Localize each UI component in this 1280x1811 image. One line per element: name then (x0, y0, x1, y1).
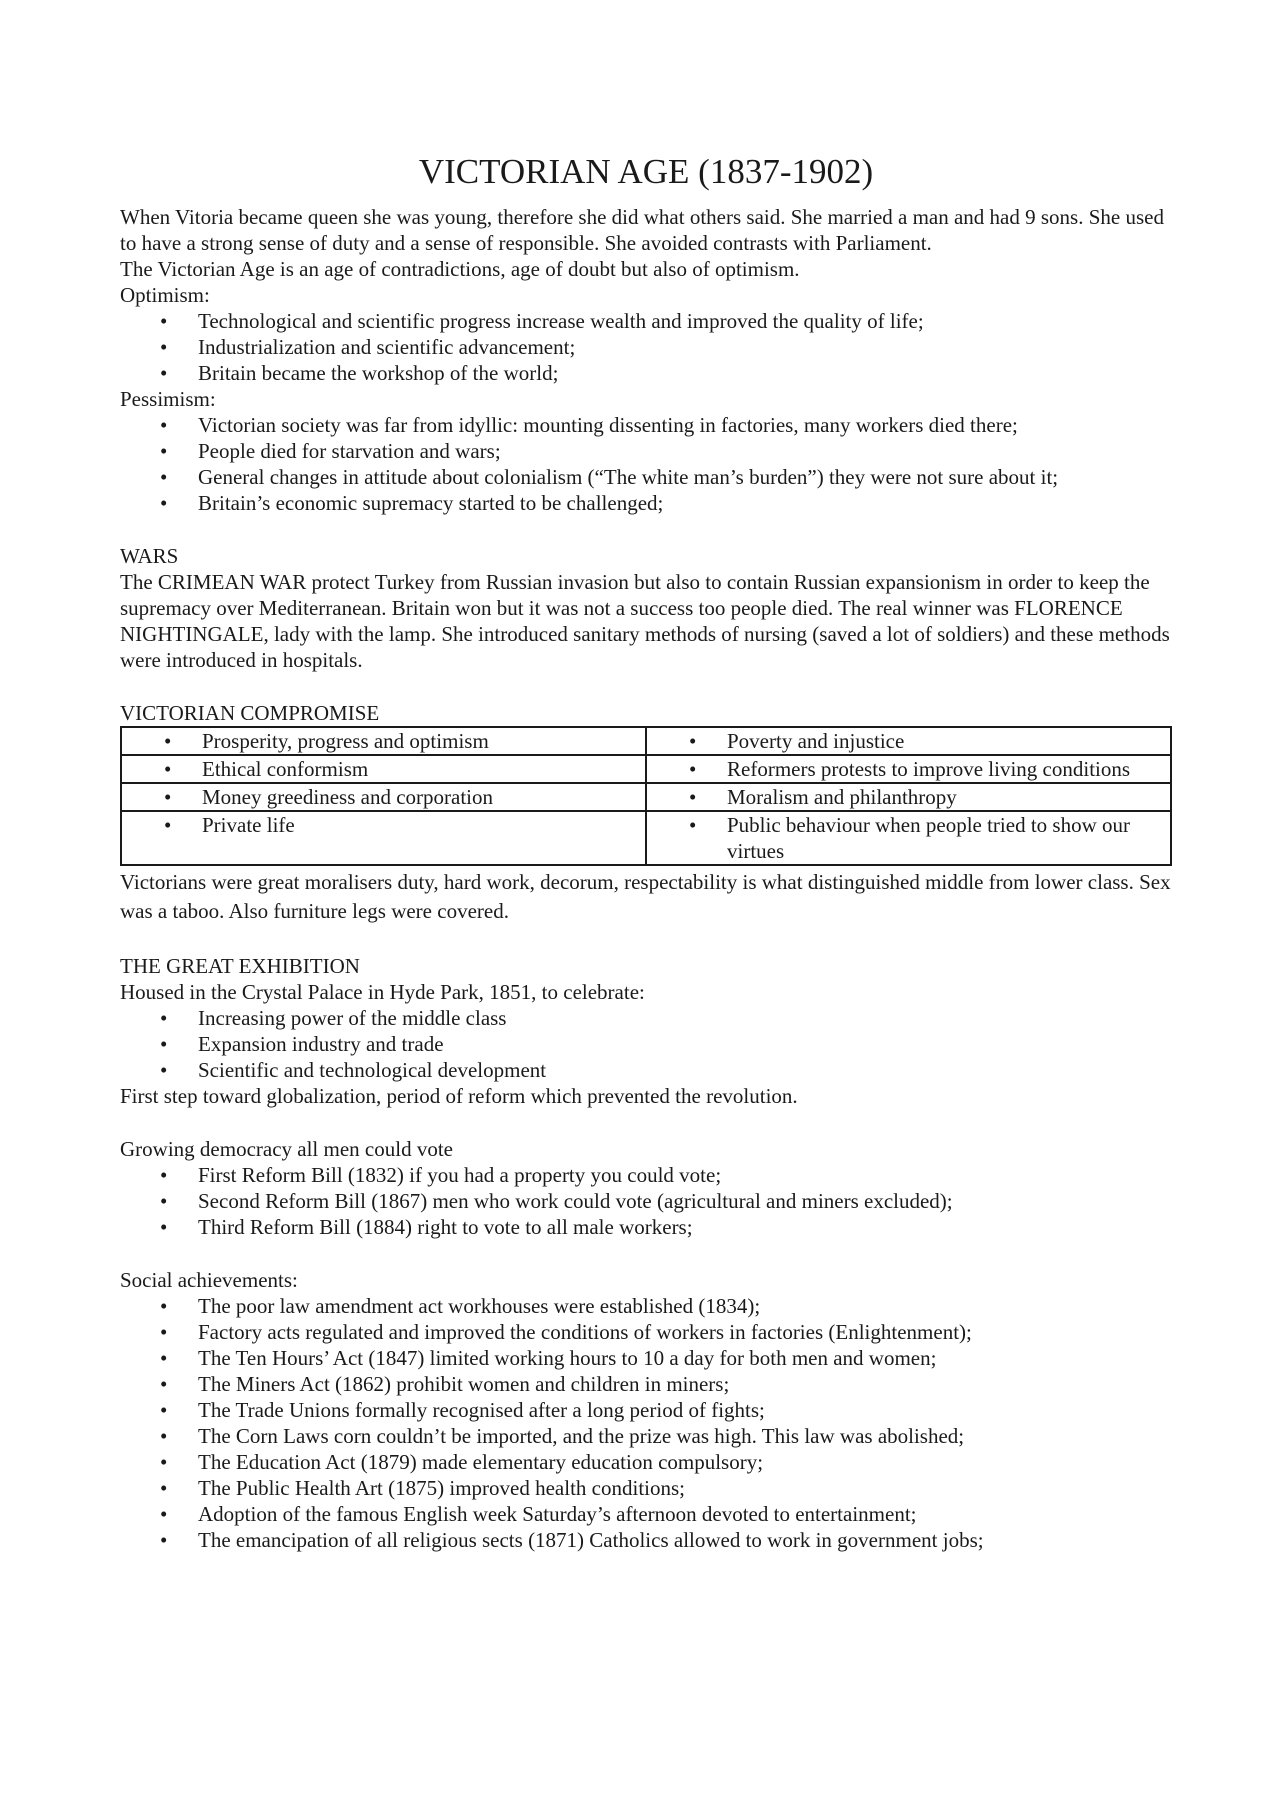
bullet-icon: • (689, 785, 697, 809)
page-title: VICTORIAN AGE (1837-1902) (418, 152, 874, 191)
compromise-table (120, 726, 1172, 866)
list-item: • The Public Health Art (1875) improved health conditions; (160, 1476, 685, 1500)
bullet-icon: • (160, 1189, 168, 1213)
bullet-icon: • (160, 1450, 168, 1474)
bullet-icon: • (160, 1032, 168, 1056)
bullet-icon: • (160, 1398, 168, 1422)
exhibition-heading: THE GREAT EXHIBITION (120, 954, 360, 978)
spacer (120, 1109, 1172, 1136)
bullet-icon: • (160, 1528, 168, 1552)
optimism-list (120, 308, 1172, 386)
bullet-icon: • (160, 439, 168, 463)
list-item: • The Education Act (1879) made elementary education compulsory; (160, 1450, 764, 1474)
bullet-icon: • (164, 813, 172, 837)
bullet-icon: • (164, 785, 172, 809)
spacer (120, 926, 1172, 953)
bullet-icon: • (160, 1163, 168, 1187)
bullet-icon: • (689, 757, 697, 781)
list-item: • Third Reform Bill (1884) right to vote to all male workers; (160, 1215, 693, 1239)
democracy-list (120, 1162, 1172, 1240)
table-row (121, 811, 1171, 865)
table-cell: • Ethical conformism (121, 755, 646, 783)
list-item: • The poor law amendment act workhouses were established (1834); (160, 1294, 761, 1318)
table-cell: • Reformers protests to improve living conditions (646, 755, 1171, 783)
bullet-icon: • (160, 413, 168, 437)
compromise-heading: VICTORIAN COMPROMISE (120, 701, 380, 725)
pessimism-heading: Pessimism: (120, 387, 216, 411)
list-item: • Britain’s economic supremacy started to be challenged; (160, 491, 664, 515)
bullet-icon: • (160, 1372, 168, 1396)
exhibition-intro: Housed in the Crystal Palace in Hyde Park, 1851, to celebrate: (120, 980, 645, 1004)
list-item: • Factory acts regulated and improved the conditions of workers in factories (Enlightenment); (160, 1320, 972, 1344)
intro-paragraph: The Victorian Age is an age of contradictions, age of doubt but also of optimism. (120, 257, 800, 281)
list-item: • First Reform Bill (1832) if you had a property you could vote; (160, 1163, 722, 1187)
bullet-icon: • (160, 491, 168, 515)
spacer (120, 516, 1172, 543)
list-item: • The Ten Hours’ Act (1847) limited working hours to 10 a day for both men and women; (160, 1346, 937, 1370)
table-cell: • Public behaviour when people tried to show our virtues (646, 811, 1171, 865)
exhibition-list (120, 1005, 1172, 1083)
list-item: • The Trade Unions formally recognised after a long period of fights; (160, 1398, 765, 1422)
bullet-icon: • (160, 1502, 168, 1526)
table-cell: • Poverty and injustice (646, 727, 1171, 755)
bullet-icon: • (160, 1294, 168, 1318)
spacer (120, 673, 1172, 700)
table-row (121, 783, 1171, 811)
list-item: • Industrialization and scientific advancement; (160, 335, 576, 359)
list-item: • General changes in attitude about colonialism (“The white man’s burden”) they were not sure about it; (160, 465, 1059, 489)
bullet-icon: • (160, 1058, 168, 1082)
list-item: • Expansion industry and trade (160, 1032, 444, 1056)
table-cell: • Money greediness and corporation (121, 783, 646, 811)
bullet-icon: • (160, 1424, 168, 1448)
table-cell: • Prosperity, progress and optimism (121, 727, 646, 755)
list-item: • Technological and scientific progress increase wealth and improved the quality of life; (160, 309, 924, 333)
bullet-icon: • (160, 1346, 168, 1370)
bullet-icon: • (164, 757, 172, 781)
list-item: • The Miners Act (1862) prohibit women and children in miners; (160, 1372, 730, 1396)
bullet-icon: • (160, 1476, 168, 1500)
bullet-icon: • (160, 465, 168, 489)
intro-paragraph: When Vitoria became queen she was young, therefore she did what others said. She married a man and had 9 sons. She used to have a strong sense of duty and a sense of responsible. She avoided contrasts with Parliament. (120, 205, 1164, 255)
social-list (120, 1293, 1172, 1553)
democracy-heading: Growing democracy all men could vote (120, 1137, 453, 1161)
social-heading: Social achievements: (120, 1268, 298, 1292)
bullet-icon: • (160, 1320, 168, 1344)
list-item: • The emancipation of all religious sects (1871) Catholics allowed to work in government jobs; (160, 1528, 984, 1552)
list-item: • Second Reform Bill (1867) men who work could vote (agricultural and miners excluded); (160, 1189, 953, 1213)
wars-heading: WARS (120, 544, 179, 568)
bullet-icon: • (160, 1006, 168, 1030)
bullet-icon: • (689, 813, 697, 837)
list-item: • Victorian society was far from idyllic: mounting dissenting in factories, many workers died there; (160, 413, 1018, 437)
table-cell: • Private life (121, 811, 646, 865)
table-row (121, 727, 1171, 755)
bullet-icon: • (164, 729, 172, 753)
wars-paragraph: The CRIMEAN WAR protect Turkey from Russian invasion but also to contain Russian expansionism in order to keep the supremacy over Mediterranean. Britain won but it was not a success too people died. The real winner was FLORENCE NIGHTINGALE, lady with the lamp. She introduced sanitary methods of nursing (saved a lot of soldiers) and these methods were introduced in hospitals. (120, 570, 1170, 672)
table-cell: • Moralism and philanthropy (646, 783, 1171, 811)
document-page (120, 150, 1172, 1553)
list-item: • Britain became the workshop of the world; (160, 361, 559, 385)
compromise-paragraph: Victorians were great moralisers duty, hard work, decorum, respectability is what distinguished middle from lower class. Sex was a taboo. Also furniture legs were covered. (120, 870, 1171, 923)
bullet-icon: • (689, 729, 697, 753)
bullet-icon: • (160, 309, 168, 333)
bullet-icon: • (160, 335, 168, 359)
bullet-icon: • (160, 361, 168, 385)
list-item: • People died for starvation and wars; (160, 439, 501, 463)
bullet-icon: • (160, 1215, 168, 1239)
list-item: • Adoption of the famous English week Saturday’s afternoon devoted to entertainment; (160, 1502, 917, 1526)
list-item: • Scientific and technological development (160, 1058, 547, 1082)
list-item: • The Corn Laws corn couldn’t be imported, and the prize was high. This law was abolished; (160, 1424, 965, 1448)
optimism-heading: Optimism: (120, 283, 210, 307)
list-item: • Increasing power of the middle class (160, 1006, 507, 1030)
table-row (121, 755, 1171, 783)
spacer (120, 1240, 1172, 1267)
pessimism-list (120, 412, 1172, 516)
exhibition-paragraph: First step toward globalization, period of reform which prevented the revolution. (120, 1084, 798, 1108)
